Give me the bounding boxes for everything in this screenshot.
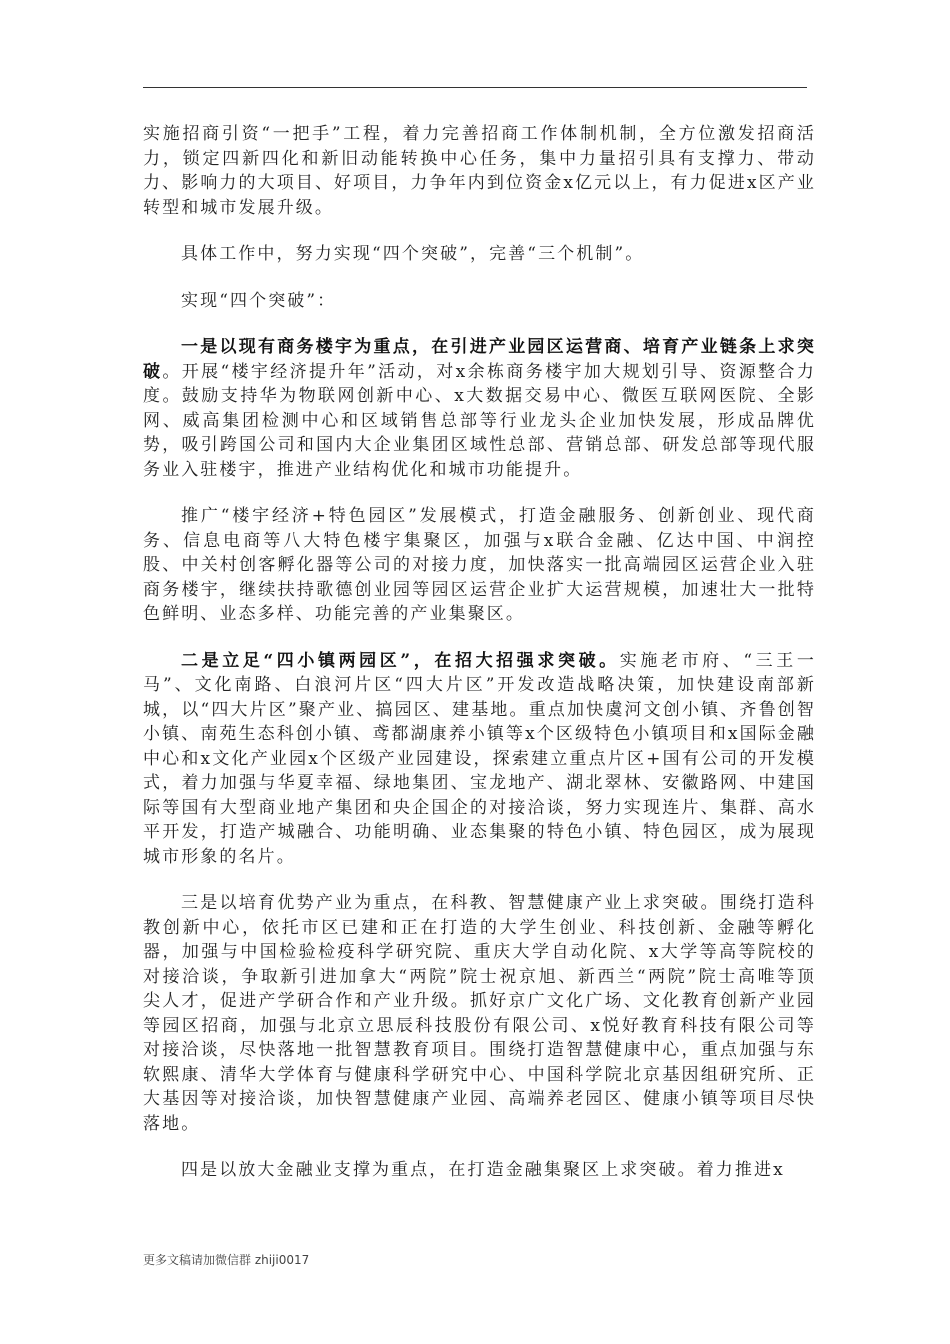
paragraph-lead: 一是以现有商务楼宇为重点，在引进产业园区运营商、培育产业链条上求突破 — [143, 337, 816, 382]
paragraph-text: 推广“楼宇经济+特色园区”发展模式，打造金融服务、创新创业、现代商务、信息电商等八大特色楼宇集聚区，加强与x联合金融、亿达中国、中润控股、中关村创客孵化器等公司的对接力度，加快落实一批高端园区运营企业入驻商务楼宇，继续扶持歌德创业园等园区运营企业扩大运营规模，加速壮大一批特色鲜明、业态多样、功能完善的产业集聚区。 — [143, 506, 816, 624]
paragraph-section-label — [143, 289, 816, 314]
paragraph-text: 实施招商引资“一把手”工程，着力完善招商工作体制机制，全方位激发招商活力，锁定四新四化和新旧动能转换中心任务，集中力量招引具有支撑力、带动力、影响力的大项目、好项目，力争年内到位资金x亿元以上，有力促进x区产业转型和城市发展升级。 — [143, 124, 816, 218]
header-rule — [143, 87, 807, 88]
paragraph-breakthrough-3 — [143, 891, 816, 1136]
footer-note: 更多文稿请加微信群 zhiji0017 — [143, 1253, 310, 1267]
paragraph-lead: 二是立足“四小镇两园区”，在招大招强求突破。 — [181, 650, 620, 671]
paragraph-breakthrough-4 — [143, 1158, 816, 1183]
paragraph-text: 实现“四个突破”： — [181, 290, 337, 311]
paragraph-text: 三是以培育优势产业为重点，在科教、智慧健康产业上求突破。围绕打造科教创新中心，依托市区已建和正在打造的大学生创业、科技创新、金融等孵化器，加强与中国检验检疫科学研究院、重庆大学自动化院、x大学等高等院校的对接洽谈，争取新引进加拿大“两院”院士祝京旭、新西兰“两院”院士高唯等顶尖人才，促进产学研合作和产业升级。抓好京广文化广场、文化教育创新产业园等园区招商，加强与北京立思辰科技股份有限公司、x悦好教育科技有限公司等对接洽谈，尽快落地一批智慧教育项目。围绕打造智慧健康中心，重点加强与东软熙康、清华大学体育与健康科学研究中心、中国科学院北京基因组研究所、正大基因等对接洽谈，加快智慧健康产业园、高端养老园区、健康小镇等项目尽快落地。 — [143, 893, 816, 1134]
document-body — [143, 122, 816, 1205]
paragraph-summary — [143, 242, 816, 267]
paragraph-breakthrough-1 — [143, 335, 816, 482]
paragraph-breakthrough-2 — [143, 649, 816, 870]
paragraph-intro — [143, 122, 816, 220]
paragraph-building-park-model — [143, 504, 816, 627]
paragraph-text: 。开展“楼宇经济提升年”活动，对x余栋商务楼宇加大规划引导、资源整合力度。鼓励支持华为物联网创新中心、x大数据交易中心、微医互联网医院、全影网、威高集团检测中心和区域销售总部等行业龙头企业加快发展，形成品牌优势，吸引跨国公司和国内大企业集团区域性总部、营销总部、研发总部等现代服务业入驻楼宇，推进产业结构优化和城市功能提升。 — [143, 361, 816, 480]
paragraph-text: 实施老市府、“三王一马”、文化南路、白浪河片区“四大片区”开发改造战略决策，加快建设南部新城，以“四大片区”聚产业、搞园区、建基地。重点加快虞河文创小镇、齐鲁创智小镇、南苑生态科创小镇、鸢都湖康养小镇等x个区级特色小镇项目和x国际金融中心和x文化产业园x个区级产业园建设，探索建立重点片区+国有公司的开发模式，着力加强与华夏幸福、绿地集团、宝龙地产、湖北翠林、安徽路网、中建国际等国有大型商业地产集团和央企国企的对接洽谈，努力实现连片、集群、高水平开发，打造产城融合、功能明确、业态集聚的特色小镇、特色园区，成为展现城市形象的名片。 — [143, 650, 816, 867]
paragraph-text: 具体工作中，努力实现“四个突破”，完善“三个机制”。 — [181, 244, 645, 264]
paragraph-text: 四是以放大金融业支撑为重点，在打造金融集聚区上求突破。着力推进x — [181, 1160, 785, 1180]
